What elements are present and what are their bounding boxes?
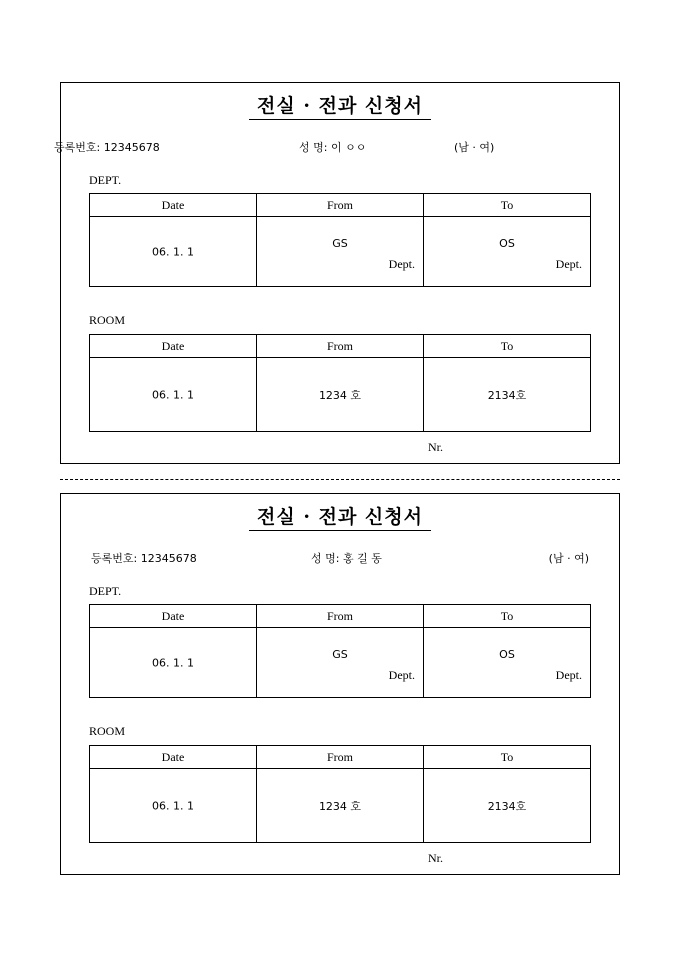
room-date-value: 06. 1. 1 bbox=[152, 799, 194, 812]
col-header-to: To bbox=[424, 335, 591, 358]
col-header-from: From bbox=[257, 605, 424, 628]
form-title: 전실 · 전과 신청서 bbox=[249, 91, 431, 120]
number-field: Nr. bbox=[428, 851, 443, 865]
patient-name: 성 명: 홍 길 동 bbox=[311, 552, 382, 565]
dept-to-unit: Dept. bbox=[555, 257, 582, 271]
dept-date-value: 06. 1. 1 bbox=[152, 245, 194, 258]
cell-to bbox=[424, 217, 591, 287]
table-row bbox=[90, 769, 591, 843]
cell-from bbox=[257, 628, 424, 698]
table-row bbox=[90, 217, 591, 287]
dept-to-unit: Dept. bbox=[555, 668, 582, 682]
cell-from bbox=[257, 769, 424, 843]
sex-field: (남 · 여) bbox=[454, 141, 495, 154]
dept-to-value: OS bbox=[499, 237, 515, 250]
cell-to bbox=[424, 628, 591, 698]
room-transfer-table bbox=[89, 745, 591, 843]
dept-to-value: OS bbox=[499, 648, 515, 661]
room-section-label: ROOM bbox=[89, 724, 126, 738]
col-header-date: Date bbox=[90, 605, 257, 628]
form-title: 전실 · 전과 신청서 bbox=[249, 502, 431, 531]
room-from-value: 1234 호 bbox=[318, 799, 362, 813]
table-row bbox=[90, 628, 591, 698]
col-header-to: To bbox=[424, 194, 591, 217]
col-header-date: Date bbox=[90, 335, 257, 358]
sex-field: (남 · 여) bbox=[548, 552, 589, 565]
table-header-row bbox=[90, 605, 591, 628]
cell-to bbox=[424, 358, 591, 432]
room-section-label: ROOM bbox=[89, 313, 126, 327]
table-header-row bbox=[90, 335, 591, 358]
cell-to bbox=[424, 769, 591, 843]
transfer-request-form bbox=[54, 82, 620, 464]
dept-section-label: DEPT. bbox=[89, 584, 122, 598]
dept-from-value: GS bbox=[332, 648, 348, 661]
table-header-row bbox=[90, 746, 591, 769]
col-header-from: From bbox=[257, 335, 424, 358]
room-to-value: 2134호 bbox=[487, 388, 527, 402]
col-header-from: From bbox=[257, 194, 424, 217]
col-header-date: Date bbox=[90, 746, 257, 769]
cut-line-divider bbox=[60, 479, 620, 480]
room-from-value: 1234 호 bbox=[318, 388, 362, 402]
cell-date bbox=[90, 358, 257, 432]
cell-from bbox=[257, 358, 424, 432]
col-header-date: Date bbox=[90, 194, 257, 217]
dept-from-unit: Dept. bbox=[388, 257, 415, 271]
table-header-row bbox=[90, 194, 591, 217]
room-date-value: 06. 1. 1 bbox=[152, 388, 194, 401]
table-row bbox=[90, 358, 591, 432]
form-title-wrap bbox=[61, 91, 619, 120]
dept-section-label: DEPT. bbox=[89, 173, 122, 187]
cell-from bbox=[257, 217, 424, 287]
registration-number: 등록번호: 12345678 bbox=[91, 552, 197, 565]
dept-date-value: 06. 1. 1 bbox=[152, 656, 194, 669]
dept-from-value: GS bbox=[332, 237, 348, 250]
cell-date bbox=[90, 217, 257, 287]
transfer-request-form bbox=[60, 493, 620, 875]
col-header-to: To bbox=[424, 746, 591, 769]
form-title-wrap bbox=[61, 502, 619, 531]
cell-date bbox=[90, 628, 257, 698]
dept-from-unit: Dept. bbox=[388, 668, 415, 682]
registration-number: 등록번호: 12345678 bbox=[54, 141, 160, 154]
number-field: Nr. bbox=[428, 440, 443, 454]
cell-date bbox=[90, 769, 257, 843]
dept-transfer-table bbox=[89, 193, 591, 287]
col-header-to: To bbox=[424, 605, 591, 628]
room-to-value: 2134호 bbox=[487, 799, 527, 813]
patient-name: 성 명: 이 ㅇㅇ bbox=[299, 141, 367, 154]
col-header-from: From bbox=[257, 746, 424, 769]
dept-transfer-table bbox=[89, 604, 591, 698]
room-transfer-table bbox=[89, 334, 591, 432]
